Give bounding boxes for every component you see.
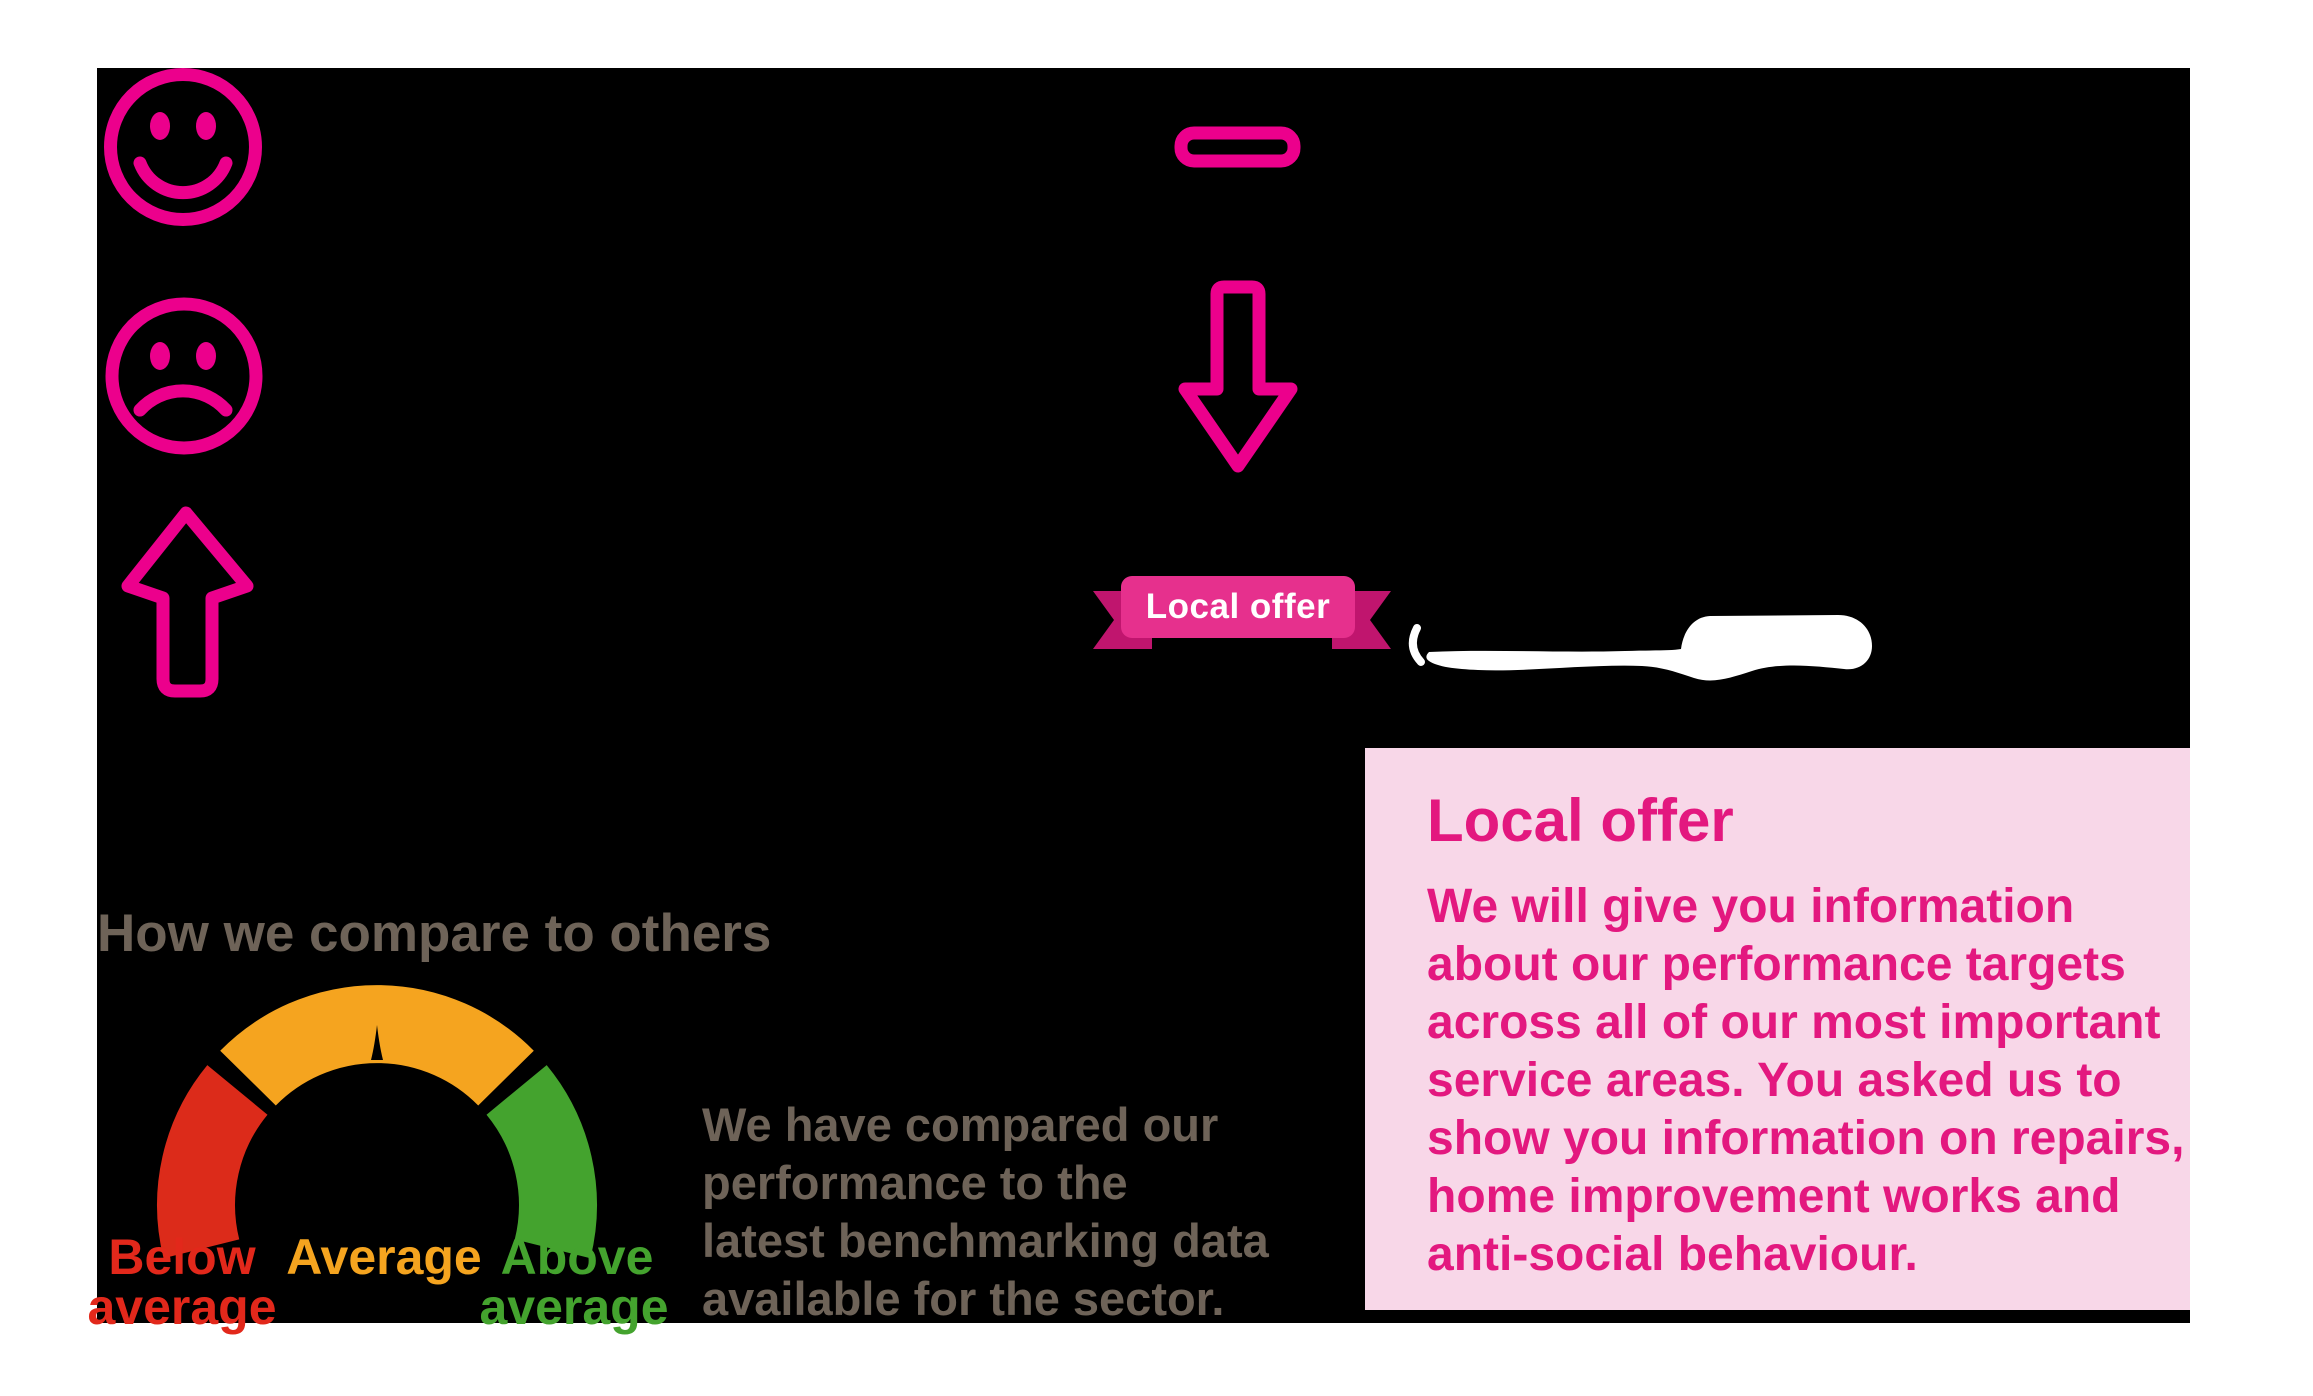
box-body-line: home improvement works and [1427,1170,2121,1223]
compare-line: latest benchmarking data [702,1214,1269,1267]
minus-icon [1181,133,1294,161]
box-body-line: about our performance targets [1427,938,2126,991]
compare-line: performance to the [702,1156,1128,1209]
sad-face-icon [112,304,256,448]
up-arrow-icon [128,513,247,691]
compare-paragraph [702,1096,1269,1328]
gauge-label-above-average: average [479,1279,669,1335]
box-body-line: We will give you information [1427,880,2075,933]
box-body-line: across all of our most important [1427,996,2161,1049]
white-swoosh-icon [1413,615,1872,680]
compare-line: available for the sector. [702,1272,1225,1325]
compare-heading: How we compare to others [97,904,772,963]
ribbon-label: Local offer [1145,587,1331,626]
local-offer-box-title: Local offer [1427,787,1734,854]
down-arrow-icon [1185,287,1291,466]
smiley-face-icon [111,75,256,220]
gauge-label-average: Average [286,1229,482,1285]
box-body-line: show you information on repairs, [1427,1112,2185,1165]
compare-line: We have compared our [702,1098,1219,1151]
gauge-label-below: Below [108,1229,256,1285]
gauge-label-above: Above [500,1229,654,1285]
box-body-line: anti-social behaviour. [1427,1228,1918,1281]
gauge-label-below-average: average [87,1279,277,1335]
comparison-gauge-icon [196,1024,558,1249]
box-body-line: service areas. You asked us to [1427,1054,2122,1107]
